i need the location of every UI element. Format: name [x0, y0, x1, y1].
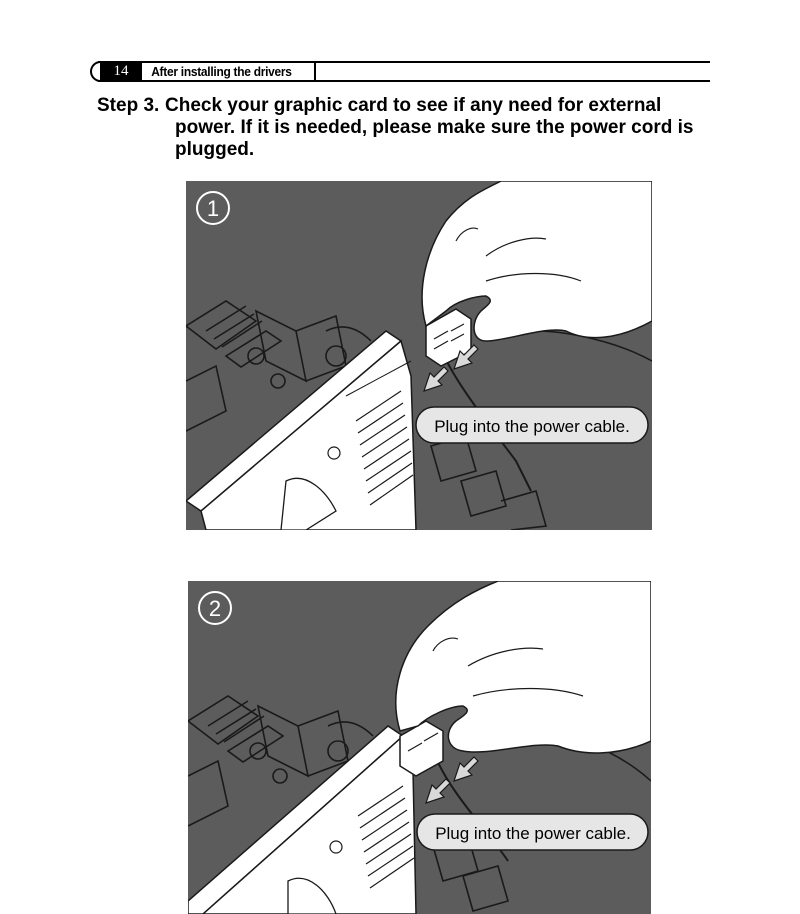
step-marker-2: 2 [208, 596, 222, 621]
step-text-line-2: power. If it is needed, please make sure the power cord is [175, 117, 694, 138]
step-text-line-3: plugged. [175, 139, 255, 160]
section-title: After installing the drivers [151, 64, 292, 79]
illustration-step-1 [186, 181, 652, 530]
header-bottom-rule [98, 80, 710, 82]
step-text-line-1: Check your graphic card to see if any need for external [165, 95, 662, 116]
illustration-2-drawing [188, 581, 651, 914]
step-number: Step 3. [97, 95, 160, 116]
header-divider [314, 63, 316, 80]
step-marker-1: 1 [206, 196, 220, 221]
callout-text-2: Plug into the power cable. [435, 824, 631, 843]
running-header [90, 61, 710, 82]
page-number: 14 [100, 63, 142, 80]
illustration-step-2 [188, 581, 651, 914]
illustration-1-drawing [186, 181, 652, 530]
callout-text-1: Plug into the power cable. [434, 417, 630, 436]
